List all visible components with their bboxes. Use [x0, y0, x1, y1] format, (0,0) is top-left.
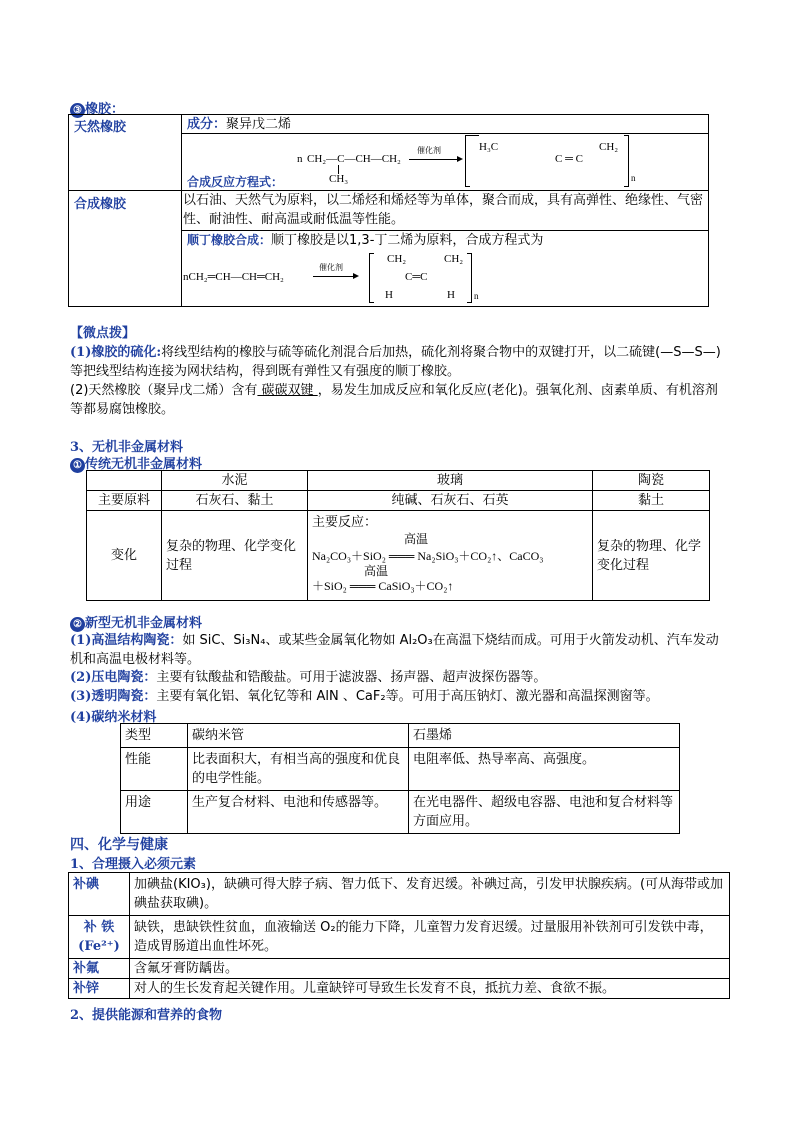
eq2-ch2b: CH₂	[444, 253, 464, 265]
new-p1: (1)高温结构陶瓷：如 SiC、Si₃N₄、或某些金属氧化物如 Al₂O₃在高温下烧结而成。可用于火箭发动机、汽车发动机和高温电极材料等。	[70, 633, 719, 667]
eq1-ch2: CH₂	[599, 141, 619, 153]
micro-p2: (2)天然橡胶（聚异戊二烯）含有 碳碳双键 ，易发生加成反应和氧化反应(老化)。强氧化剂、卤素单质、有机溶剂等都易腐蚀橡胶。	[70, 383, 718, 417]
shunding: 顺丁橡胶合成：顺丁橡胶是以1,3-丁二烯为原料，合成方程式为	[187, 233, 544, 248]
eq2-ch2a: CH₂	[387, 253, 407, 265]
ceramic-change: 复杂的物理、化学变化过程	[593, 511, 710, 601]
traditional-heading: ① 传统无机非金属材料	[70, 453, 202, 473]
natural-rubber-label: 天然橡胶	[74, 120, 127, 135]
micro-p1: (1)橡胶的硫化:将线型结构的橡胶与硫等硫化剂混合后加热，硫化剂将聚合物中的双键打开，以二硫键(—S—S—)等把线型结构连接为网状结构，得到既有弹性又有强度的顺丁橡胶。	[70, 345, 721, 379]
eq2-n: n	[474, 291, 479, 301]
table-row: 用途 生产复合材料、电池和传感器等。 在光电器件、超级电容器、电池和复合材料等方面应用。	[121, 791, 680, 834]
table-row: 补氟 含氟牙膏防龋齿。	[69, 959, 730, 979]
composition: 成分：聚异戊二烯	[187, 117, 292, 132]
rubber-table	[68, 114, 709, 307]
micro-heading: 【微点拨】	[70, 326, 136, 341]
health-sub2: 2、提供能源和营养的食物	[70, 1008, 223, 1023]
eq2-arrow	[313, 276, 357, 277]
glass-reaction: 主要反应： 高温 Na₂CO₃＋SiO₂ ═══ Na₂SiO₃＋CO₂↑、CaCO₃ 高温 ＋SiO₂ ═══ CaSiO₃＋CO₂↑	[308, 511, 593, 601]
eq1-monomer: CH₂—C—CH—CH₂	[307, 153, 401, 165]
table-row: 性能 比表面积大，有相当高的强度和优良的电学性能。 电阻率低、热导率高、高强度。	[121, 748, 680, 791]
new-material-heading: ② 新型无机非金属材料	[70, 612, 202, 632]
table-row: 补碘 加碘盐(KIO₃)，缺碘可得大脖子病、智力低下、发育迟缓。补碘过高，引发甲状腺疾病。(可从海带或加碘盐获取碘)。	[69, 873, 730, 916]
health-table	[68, 872, 730, 999]
synth-eq-label: 合成反应方程式：	[187, 175, 284, 189]
health-sub1: 1、合理摄入必须元素	[70, 857, 197, 872]
eq1-arrow	[409, 159, 461, 160]
health-heading: 四、化学与健康	[70, 837, 168, 853]
cement-change: 复杂的物理、化学变化过程	[162, 511, 308, 601]
eq2-h2: H	[447, 289, 455, 301]
eq1-c: C ═ C	[555, 153, 583, 165]
inorganic-heading: 3、无机非金属材料	[70, 440, 184, 455]
eq1-n: n	[297, 153, 303, 165]
eq2-monomer: nCH₂═CH—CH═CH₂	[183, 271, 284, 283]
table-row: 补 铁 (Fe²⁺) 缺铁，患缺铁性贫血，血液输送 O₂的能力下降，儿童智力发育迟缓。过量服用补铁剂可引发铁中毒，造成胃肠道出血性坏死。	[69, 916, 730, 959]
change-label: 变化	[87, 511, 162, 601]
synthetic-desc: 以石油、天然气为原料，以二烯烃和烯烃等为单体，聚合而成，具有高弹性、绝缘性、气密性、耐油性、耐高温或耐低温等性能。	[183, 193, 704, 227]
traditional-table: 水泥 玻璃 陶瓷 主要原料 石灰石、黏土 纯碱、石灰石、石英 黏土 变化 复杂的物理、化学变化过程 主要反应： 高温 Na₂CO₃＋SiO₂ ═══ Na₂SiO₃＋CO₂↑、CaCO₃ 高温 ＋SiO₂ ═══ CaSiO₃＋CO₂↑ 复杂的物理、化学变化过程	[86, 470, 710, 601]
eq2-h1: H	[385, 289, 393, 301]
eq1-n2: n	[631, 173, 636, 183]
eq1-h3c: H₃C	[479, 141, 499, 153]
new-p3: (3)透明陶瓷：主要有氧化铝、氧化钇等和 AlN 、CaF₂等。可用于高压钠灯、激光器和高温探测窗等。	[70, 689, 659, 704]
eq2-cc: C═C	[405, 271, 428, 283]
eq2-catalyst: 催化剂	[319, 263, 343, 272]
eq1-ch3: CH₃	[329, 173, 349, 185]
eq1-catalyst: 催化剂	[417, 146, 441, 155]
rubber-heading: ③ 橡胶：	[70, 98, 124, 118]
nano-table: 类型 碳纳米管 石墨烯 性能 比表面积大，有相当高的强度和优良的电学性能。 电阻率低、热导率高、高强度。 用途 生产复合材料、电池和传感器等。 在光电器件、超级电容器、电池和复合材料等方面应用。	[120, 723, 680, 834]
synthetic-rubber-label: 合成橡胶	[74, 197, 127, 212]
new-p4: (4)碳纳米材料	[70, 710, 157, 725]
table-row: 补锌 对人的生长发育起关键作用。儿童缺锌可导致生长发育不良，抵抗力差、食欲不振。	[69, 979, 730, 999]
new-p2: (2)压电陶瓷：主要有钛酸盐和锆酸盐。可用于滤波器、扬声器、超声波探伤器等。	[70, 670, 547, 685]
